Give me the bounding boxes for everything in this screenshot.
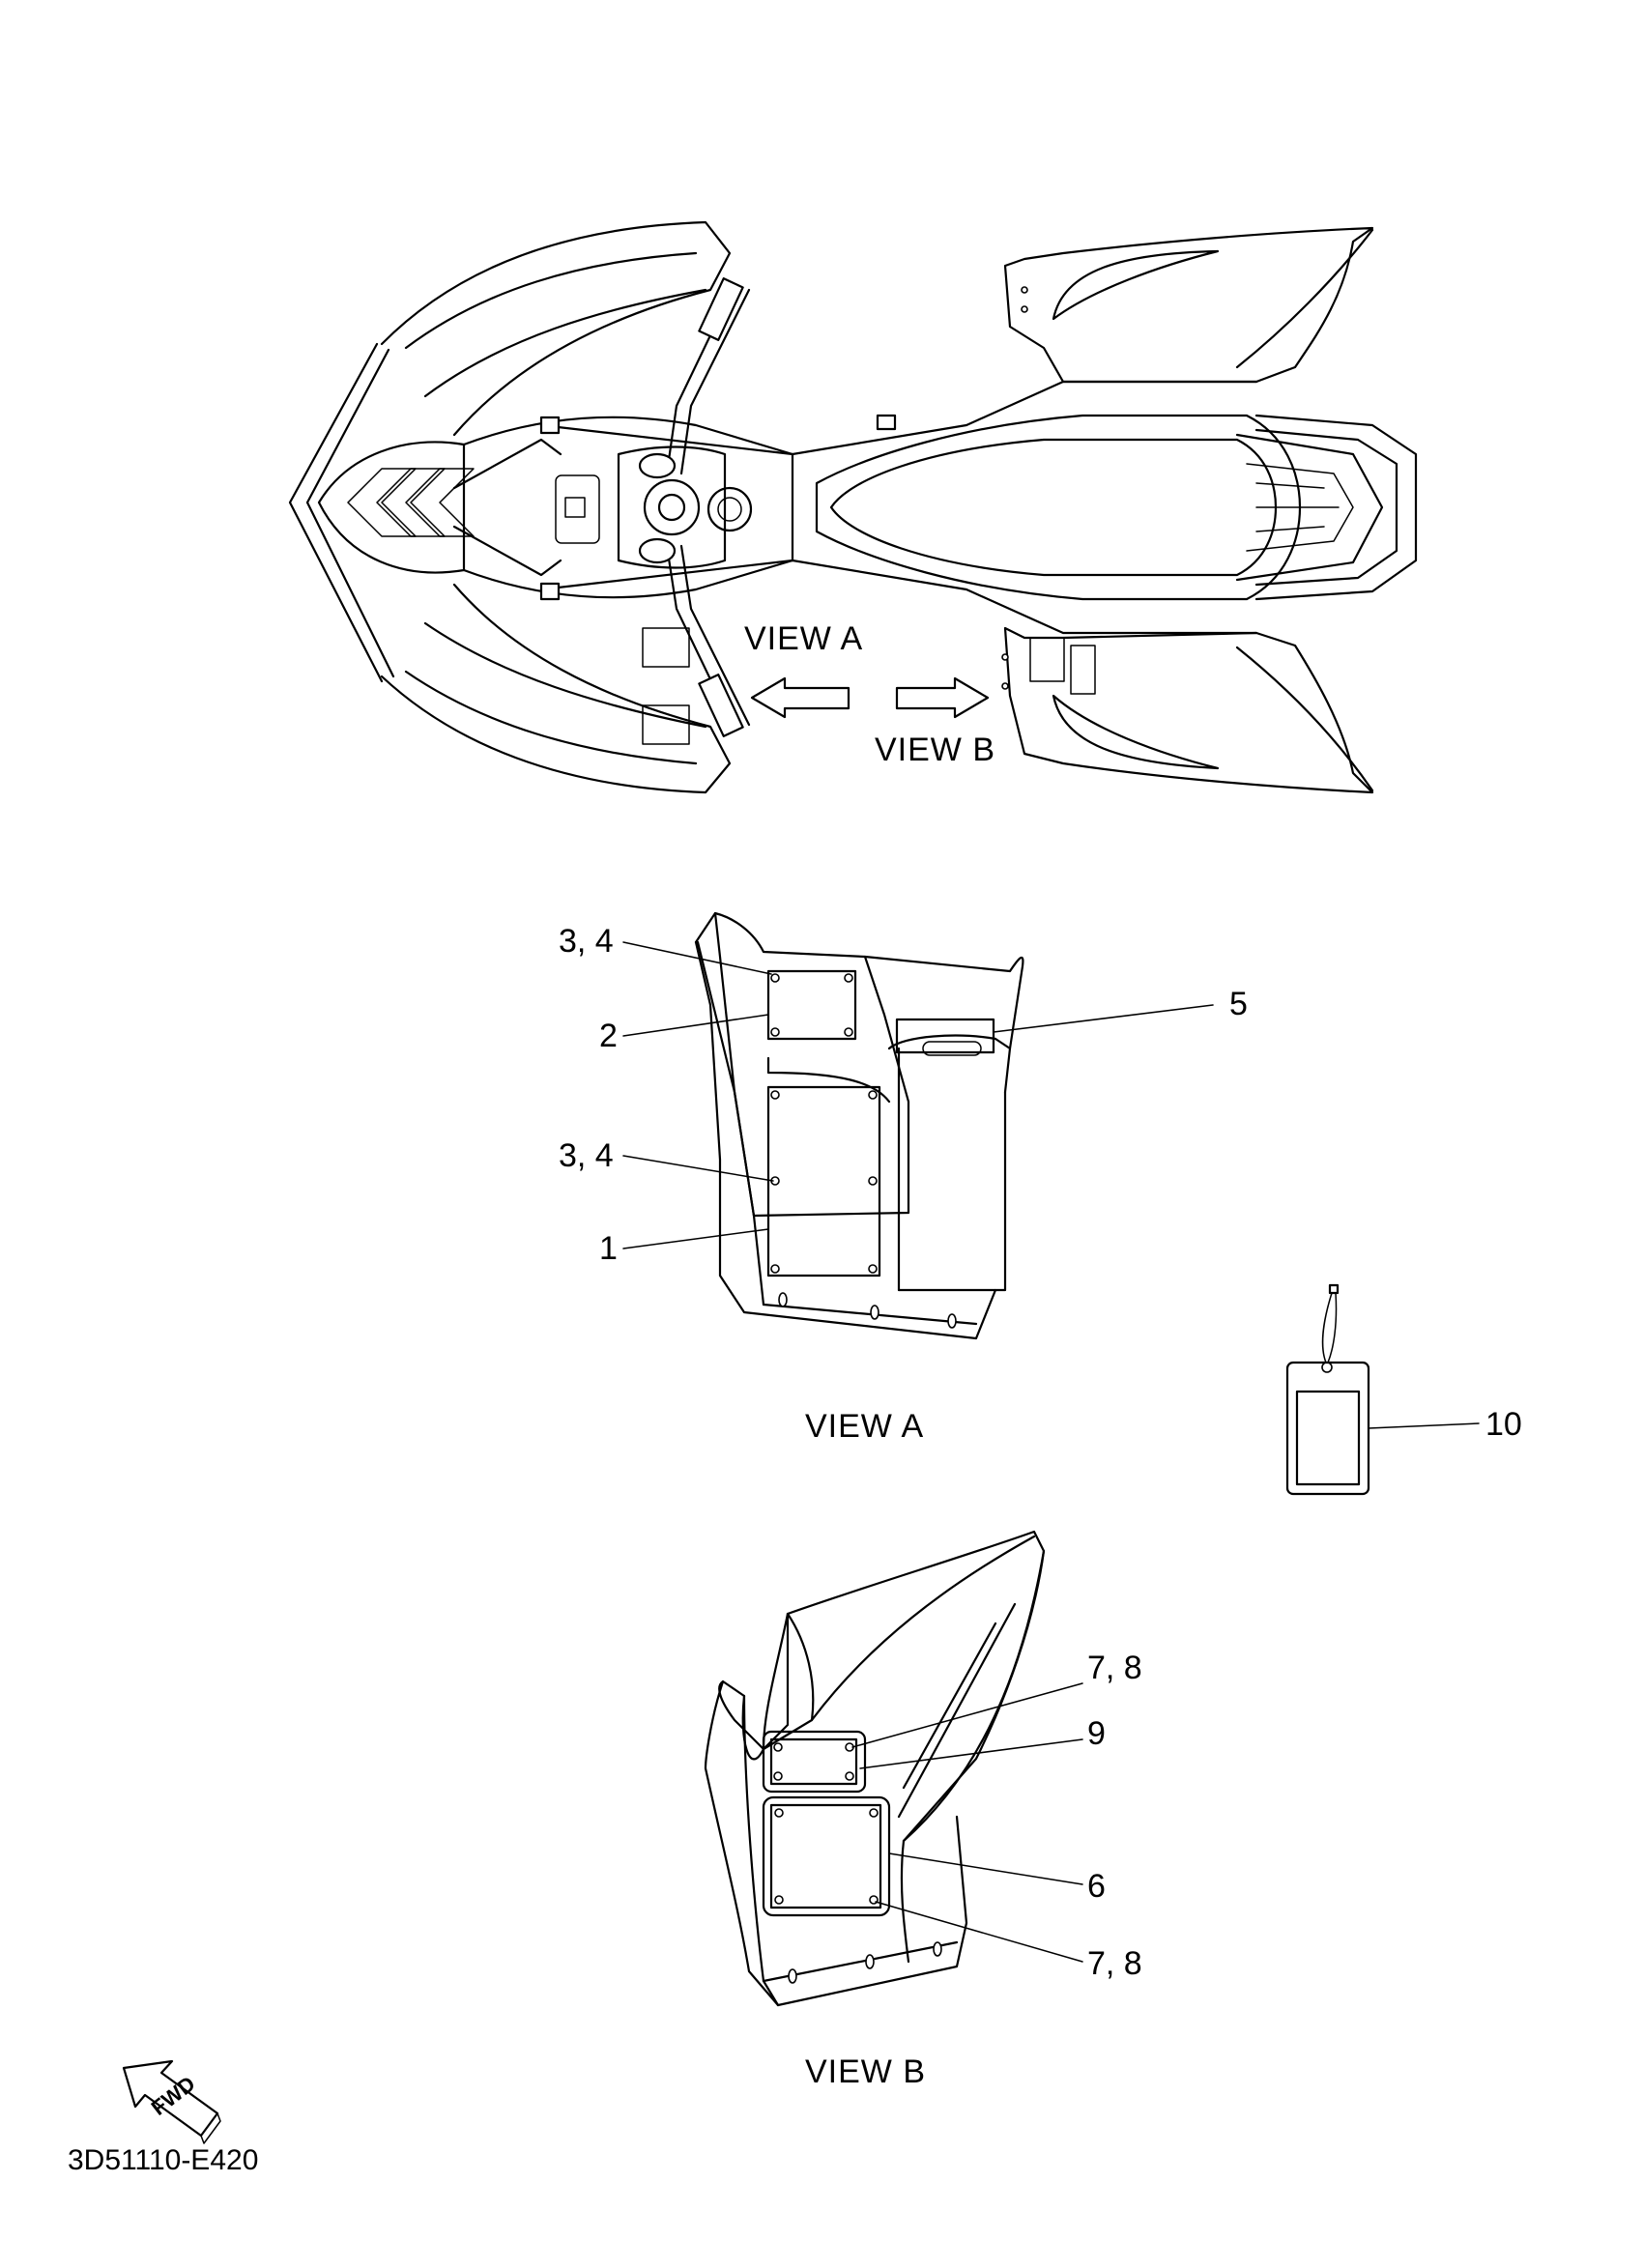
callout-9: 9 — [1087, 1715, 1106, 1752]
callout-7-8-upper: 7, 8 — [1087, 1650, 1142, 1686]
callout-7-8-lower: 7, 8 — [1087, 1945, 1142, 1982]
view-b-caption: VIEW B — [805, 2053, 927, 2090]
view-a-panel — [696, 913, 1023, 1338]
view-a-leaders — [623, 942, 1213, 1249]
callout-6: 6 — [1087, 1868, 1106, 1905]
view-b-leaders — [852, 1683, 1082, 1962]
fwd-label: FWD — [146, 2071, 200, 2120]
callout-5: 5 — [1229, 986, 1248, 1022]
view-b-arrow — [897, 678, 988, 717]
atv-top-view — [290, 222, 1416, 792]
callout-1: 1 — [599, 1230, 618, 1267]
diagram-code: 3D51110-E420 — [68, 2144, 259, 2176]
view-b-panel — [706, 1532, 1044, 2005]
overview-view-a-label: VIEW A — [744, 620, 864, 657]
view-a-arrow — [752, 678, 849, 717]
view-b-callouts — [1087, 1650, 1142, 1982]
hang-tag — [1287, 1285, 1522, 1494]
overview-view-b-label: VIEW B — [875, 732, 996, 768]
callout-3-4-upper: 3, 4 — [559, 923, 614, 960]
callout-10: 10 — [1485, 1406, 1522, 1443]
callout-3-4-lower: 3, 4 — [559, 1137, 614, 1174]
callout-2: 2 — [599, 1018, 618, 1054]
view-a-callouts — [559, 923, 1248, 1267]
fwd-arrow-icon — [124, 2061, 220, 2143]
view-a-caption: VIEW A — [805, 1408, 925, 1445]
